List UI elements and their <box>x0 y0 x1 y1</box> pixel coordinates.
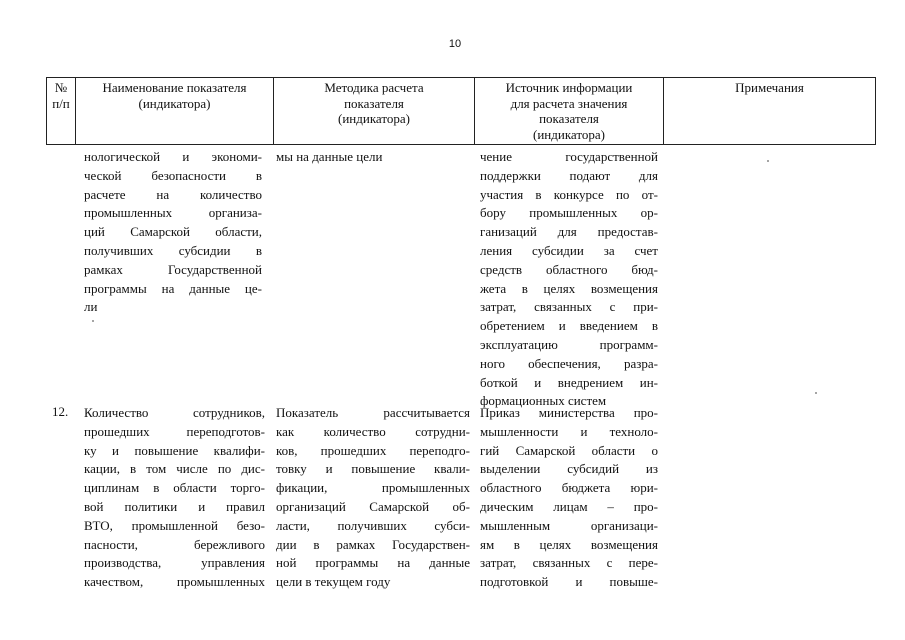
header-cell-notes <box>663 78 875 144</box>
text-line: нологической и экономи- <box>84 149 262 164</box>
text-line: затрат, связанных с пере- <box>480 555 658 571</box>
text-line: участия в конкурсе по от- <box>480 186 658 202</box>
text-line: расчете на количество <box>84 186 262 202</box>
header-cell-method <box>273 78 474 144</box>
header-number-line: п/п <box>52 95 70 111</box>
scan-speck <box>92 320 94 322</box>
text-line: формационных систем <box>480 393 607 409</box>
text-line: выделении субсидий из <box>480 461 658 477</box>
page-number: 10 <box>448 38 462 50</box>
header-method-line: показателя <box>344 95 404 111</box>
text-line: прошедших переподготов- <box>84 423 265 439</box>
text-line: вой политики и правил <box>84 498 265 514</box>
header-method-line: (индикатора) <box>338 111 410 126</box>
text-line: областного бюджета юри- <box>480 480 658 496</box>
header-name-line: Наименование показателя <box>102 80 247 95</box>
text-line: ческой безопасности в <box>84 167 262 183</box>
header-method-line: Методика расчета <box>324 80 424 95</box>
text-line: ли <box>84 299 98 315</box>
text-line: боткой и внедрением ин- <box>480 374 658 390</box>
text-line: ления субсидии за счет <box>480 242 658 258</box>
text-line: производства, управления <box>84 555 265 571</box>
text-line: мы на данные цели <box>276 149 383 164</box>
text-line: подготовкой и повыше- <box>480 574 658 590</box>
row12-name-cell <box>84 404 265 592</box>
text-line: рамках Государственной <box>84 261 262 277</box>
scan-speck <box>767 160 769 162</box>
text-line: ВТО, промышленной безо- <box>84 517 265 533</box>
text-line: обретением и введением в <box>480 318 658 334</box>
text-line: пасности, бережливого <box>84 536 265 552</box>
text-line: Приказ министерства про- <box>480 405 658 420</box>
text-line: как количество сотрудни- <box>276 423 470 439</box>
text-line: получивших субсидии в <box>84 242 262 258</box>
text-line: гий Самарской области о <box>480 442 658 458</box>
text-line: циплинам в области торго- <box>84 480 265 496</box>
text-line: ного обеспечения, разра- <box>480 355 658 371</box>
row12-source-cell <box>480 404 658 592</box>
text-line: мышленности и техноло- <box>480 423 658 439</box>
header-notes-line: Примечания <box>735 80 804 95</box>
cont-source-cell <box>480 148 658 411</box>
text-line: Количество сотрудников, <box>84 405 265 420</box>
row-number: 12. <box>52 404 69 419</box>
text-line: промышленных организа- <box>84 205 262 221</box>
header-cell-number <box>47 78 75 144</box>
text-line: качеством, промышленных <box>84 574 265 590</box>
cont-method-cell <box>276 148 470 167</box>
header-source-line: для расчета значения <box>510 95 628 111</box>
text-line: кации, в том числе по дис- <box>84 461 265 477</box>
text-line: организаций Самарской об- <box>276 498 470 514</box>
scan-speck <box>815 392 817 394</box>
text-line: ций Самарской области, <box>84 224 262 240</box>
text-line: дическим лицам – про- <box>480 498 658 514</box>
text-line: средств областного бюд- <box>480 261 658 277</box>
text-line: дии в рамках Государствен- <box>276 536 470 552</box>
header-cell-source <box>474 78 663 144</box>
text-line: ласти, получивших субси- <box>276 517 470 533</box>
text-line: ям в целях возмещения <box>480 536 658 552</box>
header-source-line: Источник информации <box>505 80 633 95</box>
text-line: эксплуатацию программ- <box>480 336 658 352</box>
text-line: фикации, промышленных <box>276 480 470 496</box>
table-header <box>46 77 876 145</box>
text-line: чение государственной <box>480 149 658 164</box>
text-line: ков, прошедших переподго- <box>276 442 470 458</box>
text-line: затрат, связанных с при- <box>480 299 658 315</box>
text-line: ной программы на данные <box>276 555 470 571</box>
header-source-line: (индикатора) <box>533 126 605 142</box>
header-cell-name <box>75 78 273 144</box>
text-line: программы на данные це- <box>84 280 262 296</box>
cont-name-cell <box>84 148 262 317</box>
text-line: Показатель рассчитывается <box>276 405 470 420</box>
text-line: бору промышленных ор- <box>480 205 658 221</box>
header-source-line: показателя <box>539 111 599 126</box>
row12-method-cell <box>276 404 470 592</box>
text-line: цели в текущем году <box>276 574 391 590</box>
text-line: мышленным организаци- <box>480 517 658 533</box>
text-line: ку и повышение квалифи- <box>84 442 265 458</box>
header-number-line: № <box>54 80 68 95</box>
text-line: ганизаций для предостав- <box>480 224 658 240</box>
text-line: поддержки подают для <box>480 167 658 183</box>
text-line: жета в целях возмещения <box>480 280 658 296</box>
header-name-line: (индикатора) <box>138 95 211 111</box>
text-line: товку и повышение квали- <box>276 461 470 477</box>
